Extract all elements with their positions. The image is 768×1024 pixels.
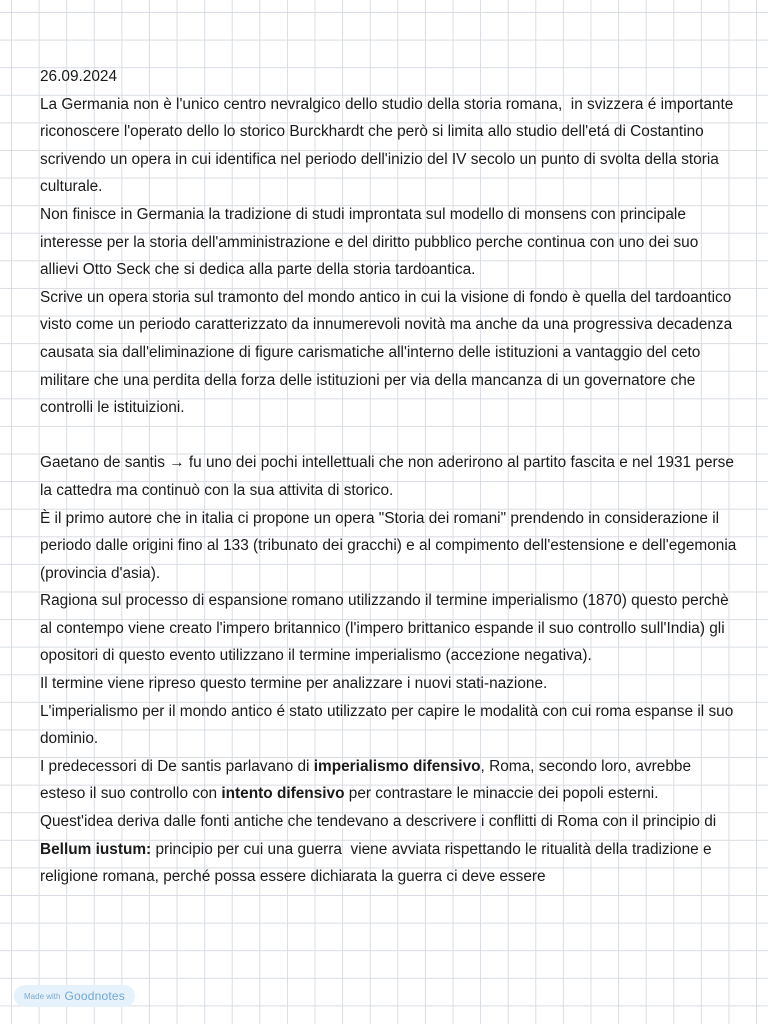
bold-term: imperialismo difensivo xyxy=(313,757,481,775)
paragraph: Scrive un opera storia sul tramonto del mondo antico in cui la visione di fondo è quella del tardoantico visto come un periodo caratterizzato da innumerevoli novità ma anche da una progressiva decadenza causata sia dall'eliminazione di figure carismatiche all'interno delle istituzioni a vantaggio del ceto militare che una perdita della forza delle istituzioni per via della mancanza di un governatore che controlli le istituizioni. xyxy=(40,288,737,417)
goodnotes-logo: Goodnotes xyxy=(64,989,125,1003)
paragraph: È il primo autore che in italia ci propone un opera "Storia dei romani" prendendo in considerazione il periodo dalle origini fino al 133 (tribunato dei gracchi) e al compimento dell'estensione e dell'egemonia (provincia d'asia). xyxy=(40,509,741,582)
blank-line xyxy=(40,422,740,450)
text-run: principio per cui una guerra viene avviata rispettando le ritualità della tradizione e religione romana, perché possa essere dichiarata la guerra ci deve essere xyxy=(40,840,716,886)
paragraph: Il termine viene ripreso questo termine per analizzare i nuovi stati-nazione. xyxy=(40,675,548,693)
paragraph xyxy=(40,753,740,808)
paragraph: La Germania non è l'unico centro nevralgico dello studio della storia romana, in svizzera é importante riconoscere l'operato dello lo storico Burckhardt che però si limita allo studio dell'etá di Costantino scrivendo un opera in cui identifica nel periodo dell'inizio del IV secolo un punto di svolta della storia culturale. xyxy=(40,95,738,196)
paragraph: L'imperialismo per il mondo antico é stato utilizzato per capire le modalità con cui roma espanse il suo dominio. xyxy=(40,702,738,748)
paragraph xyxy=(40,808,740,891)
note-body xyxy=(40,63,740,891)
made-with-goodnotes-badge xyxy=(14,985,135,1007)
paragraph: Gaetano de santis → fu uno dei pochi intellettuali che non aderirono al partito fascita e nel 1931 perse la cattedra ma continuò con la sua attivita di storico. xyxy=(40,454,739,499)
bold-term: Bellum iustum: xyxy=(40,840,152,858)
text-run: Quest'idea deriva dalle fonti antiche che tendevano a descrivere i conflitti di Roma con il principio di xyxy=(40,813,721,831)
paragraph: Ragiona sul processo di espansione romano utilizzando il termine imperialismo (1870) questo perchè al contempo viene creato l'impero britannico (l'impero brittanico espande il suo controllo sull'India) gli opositori di questo evento utilizzano il termine imperialismo (accezione negativa). xyxy=(40,592,733,665)
bold-term: intento difensivo xyxy=(221,785,345,803)
text-run: , Roma, secondo loro, avrebbe esteso il suo controllo con xyxy=(40,757,696,803)
made-with-label: Made with xyxy=(24,991,61,1001)
note-date: 26.09.2024 xyxy=(40,68,118,85)
paragraph: Non finisce in Germania la tradizione di studi improntata sul modello di monsens con principale interesse per la storia dell'amministrazione e del diritto pubblico perche continua con uno dei suo allievi Otto Seck che si dedica alla parte della storia tardoantica. xyxy=(40,205,703,279)
text-run: per contrastare le minaccie dei popoli esterni. xyxy=(344,785,659,803)
text-run: I predecessori di De santis parlavano di xyxy=(40,757,314,775)
